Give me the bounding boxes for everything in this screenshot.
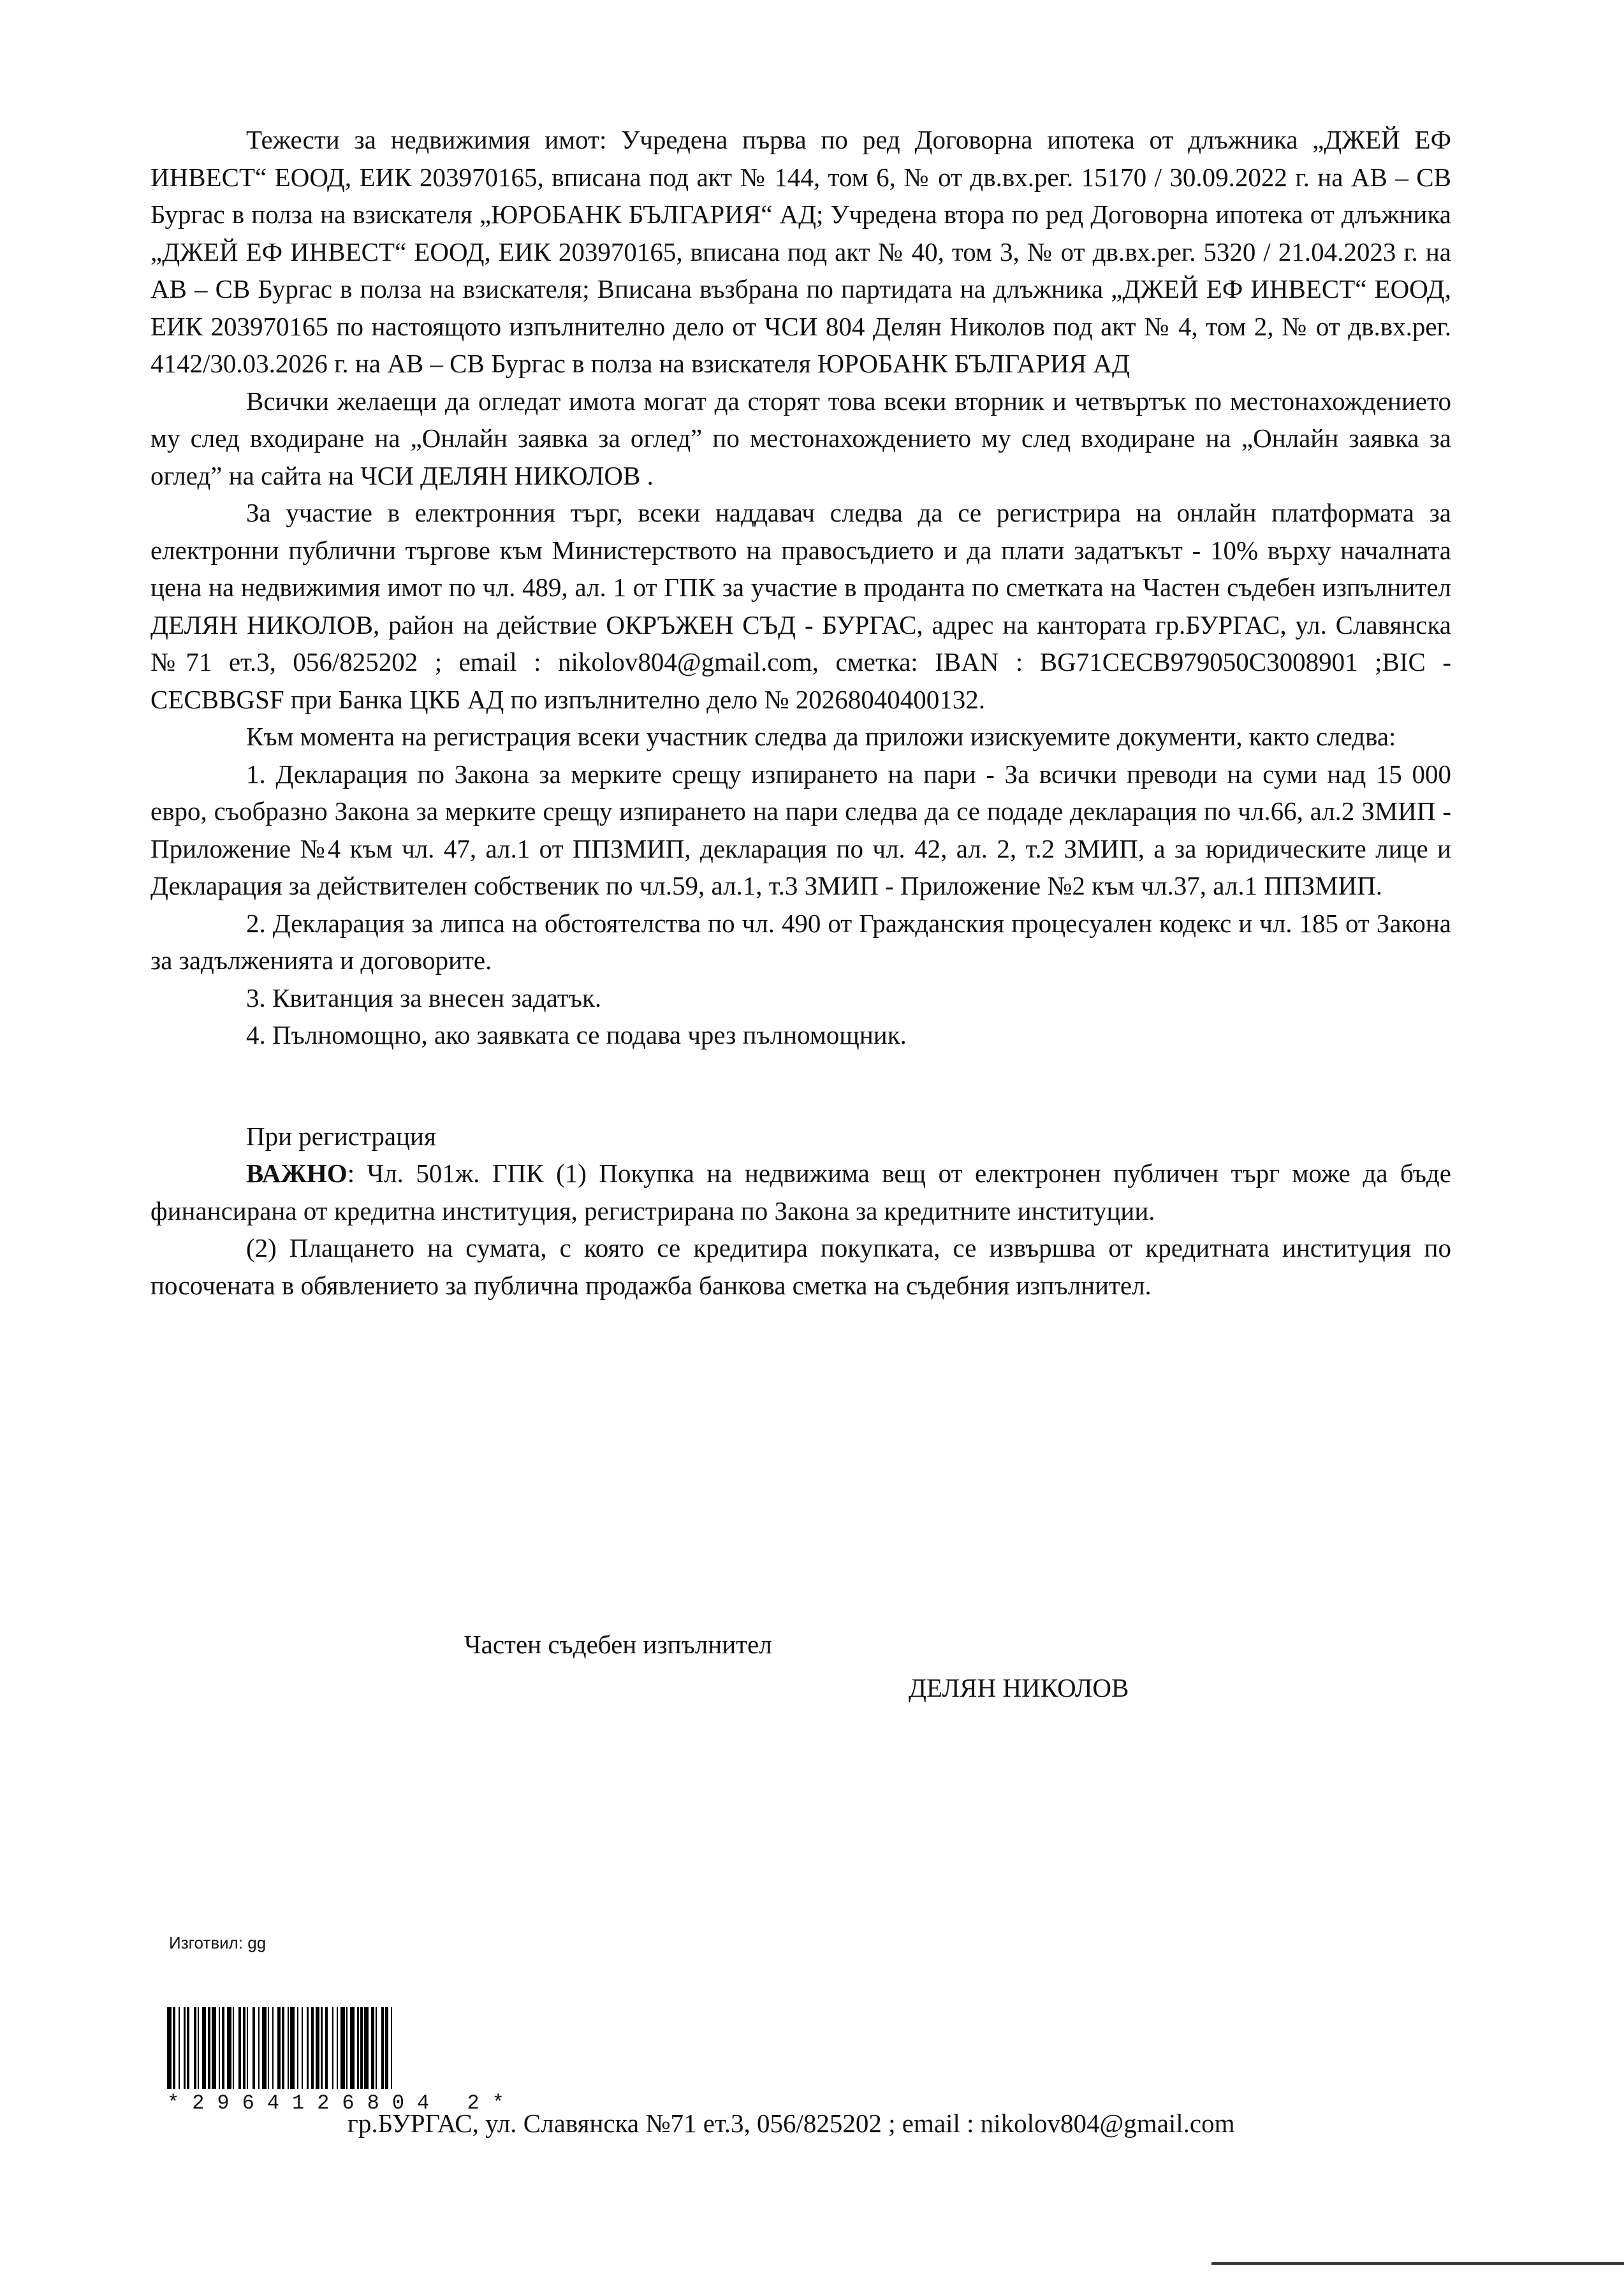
barcode-bar [212,2007,216,2089]
barcode-bar [189,2007,194,2089]
document-item-3: 3. Квитанция за внесен задатък. [246,983,602,1013]
barcode-bar [234,2007,238,2089]
spacer [150,1054,1451,1118]
footer-address: гр.БУРГАС, ул. Славянска №71 ет.3, 056/825202 ; email : nikolov804@gmail.com [347,2109,1235,2138]
document-item-2: 2. Декларация за липса на обстоятелства по чл. 490 от Гражданския процесуален кодекс и чл. 185 от Закона за задълженията и договорите. [150,908,1451,975]
registration-heading: При регистрация [246,1121,436,1151]
important-paragraph [150,1155,1451,1229]
barcode-bar [180,2007,184,2089]
barcode-bar [377,2007,381,2089]
barcode-bar [316,2007,320,2089]
important-paragraph-2: (2) Плащането на сумата, с която се кредитира покупката, се извършва от кредитната институция по посочената в обявлението за публична продажба банкова сметка на съдебния изпълнител. [150,1233,1451,1300]
barcode-number: *2964126804 2* [167,2091,517,2115]
document-body [150,121,1451,1304]
barcode-bar [364,2007,369,2089]
barcode-bar [340,2007,345,2089]
barcode-bar [167,2007,172,2089]
barcode-bar [290,2007,295,2089]
scan-edge-line [1211,2262,1624,2265]
barcode-bar [227,2007,231,2089]
prepared-by: Изготвил: gg [169,1933,267,1952]
barcode-bar [202,2007,207,2089]
document-item-4: 4. Пълномощно, ако заявката се подава чрез пълномощник. [246,1020,907,1050]
viewing-paragraph: Всички желаещи да огледат имота могат да сторят това всеки вторник и четвъртък по местонахождението му след входиране на „Онлайн заявка за оглед” по местонахождението му след входиране на „Онлайн заявка за оглед” на сайта на ЧСИ ДЕЛЯН НИКОЛОВ . [150,386,1451,490]
barcode-bar [303,2007,307,2089]
signature-name: ДЕЛЯН НИКОЛОВ [909,1673,1129,1702]
barcode-bar [328,2007,332,2089]
barcode-bar [262,2007,267,2089]
important-text: : Чл. 501ж. ГПК (1) Покупка на недвижима вещ от електронен публичен търг може да бъде финансирана от кредитна институция, регистрирана по Закона за кредитните институции. [150,1159,1451,1225]
barcode-bar [274,2007,278,2089]
barcode [167,2007,562,2089]
document-item-1: 1. Декларация по Закона за мерките срещу изпирането на пари - За всички преводи на суми над 15 000 евро, съобразно Закона за мерките срещу изпирането на пари следва да се подаде декларация по чл.66, ал.2 ЗМИП - Приложение №4 към чл. 47, ал.1 от ППЗМИП, декларация по чл. 42, ал. 2, т.2 ЗМИП, а за юридическите лице и Декларация за действителен собственик по чл.59, ал.1, т.3 ЗМИП - Приложение №2 към чл.37, ал.1 ППЗМИП. [150,759,1451,900]
barcode-bar [392,2007,397,2089]
barcode-bar [248,2007,252,2089]
participation-paragraph: За участие в електронния търг, всеки наддавач следва да се регистрира на онлайн платформата за електронни публични търгове към Министерството на правосъдието и да плати задатъкът - 10% върху началната цена на недвижимия имот по чл. 489, ал. 1 от ГПК за участие в проданта по сметката на Частен съдебен изпълнител ДЕЛЯН НИКОЛОВ, район на действие ОКРЪЖЕН СЪД - БУРГАС, адрес на кантората гр.БУРГАС, ул. Славянска №71 ет.3, 056/825202 ; email : nikolov804@gmail.com, сметка: IBAN : BG71CECB979050C3008901 ;BIC - CECBBGSF при Банка ЦКБ АД по изпълнително дело № 20268040400132. [150,498,1451,714]
encumbrances-paragraph: Тежести за недвижимия имот: Учредена първа по ред Договорна ипотека от длъжника „ДЖЕЙ ЕФ ИНВЕСТ“ ЕООД, ЕИК 203970165, вписана под акт № 144, том 6, № от дв.вх.рег. 15170 / 30.09.2022 г. на АВ – СВ Бургас в полза на взискателя „ЮРОБАНК БЪЛГАРИЯ“ АД; Учредена втора по ред Договорна ипотека от длъжника „ДЖЕЙ ЕФ ИНВЕСТ“ ЕООД, ЕИК 203970165, вписана под акт № 40, том 3, № от дв.вх.рег. 5320 / 21.04.2023 г. на АВ – СВ Бургас в полза на взискателя; Вписана възбрана по партидата на длъжника „ДЖЕЙ ЕФ ИНВЕСТ“ ЕООД, ЕИК 203970165 по настоящото изпълнително дело от ЧСИ 804 Делян Николов под акт № 4, том 2, № от дв.вх.рег. 4142/30.03.2026 г. на АВ – СВ Бургас в полза на взискателя ЮРОБАНК БЪЛГАРИЯ АД [150,125,1451,378]
important-label: ВАЖНО [246,1159,347,1188]
signature-title: Частен съдебен изпълнител [464,1630,772,1659]
documents-intro-paragraph: Към момента на регистрация всеки участник следва да приложи изискуемите документи, както следва: [246,722,1396,751]
barcode-bar [350,2007,355,2089]
